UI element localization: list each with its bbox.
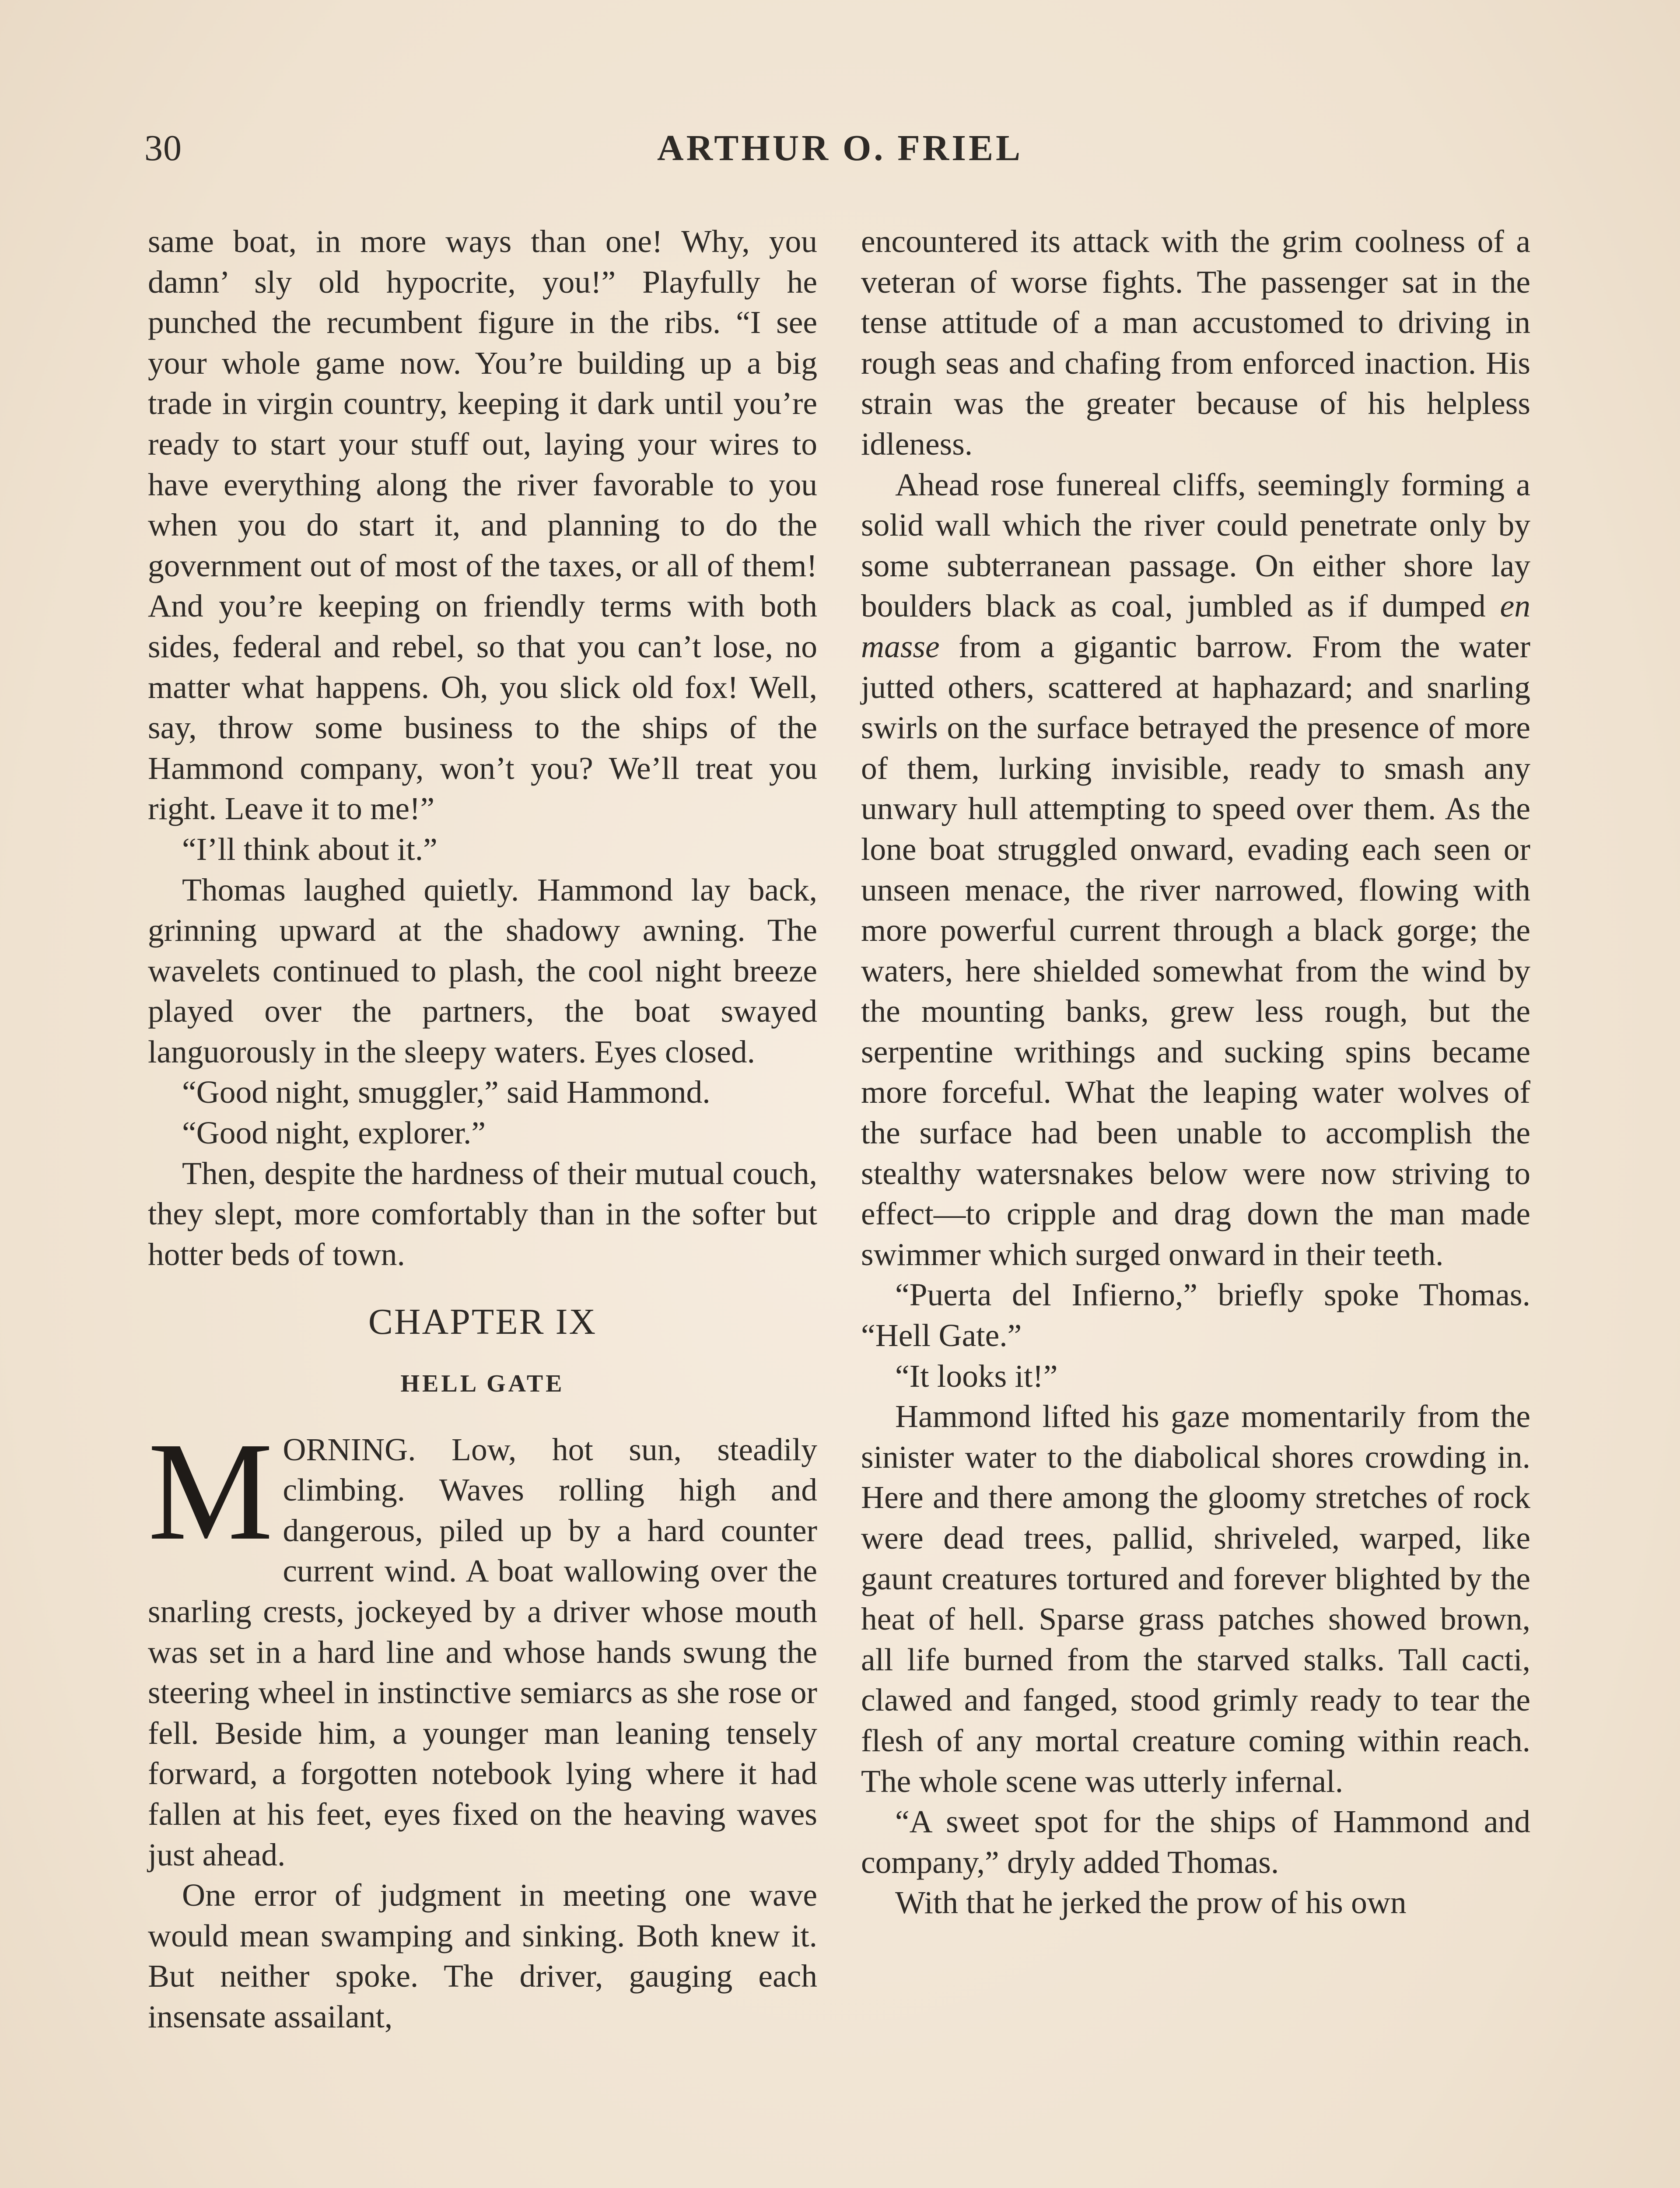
paragraph: same boat, in more ways than one! Why, you damn’ sly old hypocrite, you!” Playfully he punched the recumbent figure in the ribs. “I see your whole game now. You’re building up a big trade in virgin country, keeping it dark until you’re ready to start your stuff out, laying your wires to have everything along the river favorable to you when you do start it, and planning to do the government out of most of the taxes, or all of them! And you’re keeping on friendly terms with both sides, federal and rebel, so that you can’t lose, no matter what happens. Oh, you slick old fox! Well, say, throw some business to the ships of the Hammond company, won’t you? We’ll treat you right. Leave it to me!” [148, 224, 817, 827]
text-run: Ahead rose funereal cliffs, seemingly forming a solid wall which the river could penetrate only by some subterranean passage. On either shore lay boulders black as coal, jumbled as if dumped [861, 466, 1530, 624]
running-head [144, 127, 1536, 179]
paragraph: “A sweet spot for the ships of Hammond and company,” dryly added Thomas. [861, 1804, 1530, 1880]
paragraph: Then, despite the hardness of their mutual couch, they slept, more comfortably than in the softer but hotter beds of town. [148, 1155, 817, 1272]
paragraph: “It looks it!” [895, 1358, 1058, 1394]
chapter-opening-paragraph [148, 1413, 817, 1876]
left-column [148, 221, 817, 2037]
right-column [861, 221, 1530, 1923]
paragraph: “Good night, smuggler,” said Hammond. [182, 1074, 710, 1110]
text-run: from a gigantic barrow. From the water jutted others, scattered at haphazard; and snarling swirls on the surface betrayed the presence of more of them, lurking invisible, ready to smash any unwary hull attempting to speed over them. As the lone boat struggled onward, evading each seen or unseen menace, the river narrowed, flowing with more powerful current through a black gorge; the waters, here shielded somewhat from the wind by the mounting banks, grew less rough, but the serpentine writhings and sucking spins became more forceful. What the leaping water wolves of the surface had been unable to accomplish the stealthy watersnakes below were now striving to effect—to cripple and drag down the man made swimmer which surged onward in their teeth. [861, 628, 1530, 1272]
opening-text: ORNING. Low, hot sun, steadily climbing. Waves rolling high and dangerous, piled up by a hard counter current wind. A boat wallowing over the snarling crests, jockeyed by a driver whose mouth was set in a hard line and whose hands swung the steering wheel in instinctive semiarcs as she rose or fell. Beside him, a younger man leaning tensely forward, a forgotten notebook lying where it had fallen at his feet, eyes fixed on the heaving waves just ahead. [148, 1431, 817, 1872]
running-title: ARTHUR O. FRIEL [657, 128, 1023, 168]
paragraph: One error of judgment in meeting one wave would mean swamping and sinking. Both knew it. But neither spoke. The driver, gauging each insensate assailant, [148, 1877, 817, 2034]
paragraph: encountered its attack with the grim coolness of a veteran of worse fights. The passenger sat in the tense attitude of a man accustomed to driving in rough seas and chafing from enforced inaction. His strain was the greater because of his helpless idleness. [861, 224, 1530, 462]
chapter-subtitle: HELL GATE [400, 1370, 565, 1398]
paragraph: Thomas laughed quietly. Hammond lay back, grinning upward at the shadowy awning. The wavelets continued to plash, the cool night breeze played over the partners, the boat swayed languorously in the sleepy waters. Eyes closed. [148, 872, 817, 1069]
paragraph: Hammond lifted his gaze momentarily from the sinister water to the diabolical shores crowding in. Here and there among the gloomy stretches of rock were dead trees, pallid, shriveled, warped, like gaunt creatures tortured and forever blighted by the heat of hell. Sparse grass patches showed brown, all life burned from the starved stalks. Tall cacti, clawed and fanged, stood grimly ready to tear the flesh of any mortal creature coming within reach. The whole scene was utterly infernal. [861, 1399, 1530, 1799]
paragraph-ahead [861, 465, 1530, 1275]
page-number: 30 [144, 128, 182, 168]
paragraph: “I’ll think about it.” [182, 831, 438, 867]
drop-cap: M [148, 1413, 273, 1569]
chapter-heading: CHAPTER IX [368, 1301, 597, 1343]
paragraph: With that he jerked the prow of his own [895, 1885, 1407, 1921]
italic-phrase: en masse [861, 588, 1531, 664]
paragraph: “Good night, explorer.” [182, 1115, 486, 1151]
paragraph: “Puerta del Infierno,” briefly spoke Thomas. “Hell Gate.” [861, 1277, 1530, 1353]
